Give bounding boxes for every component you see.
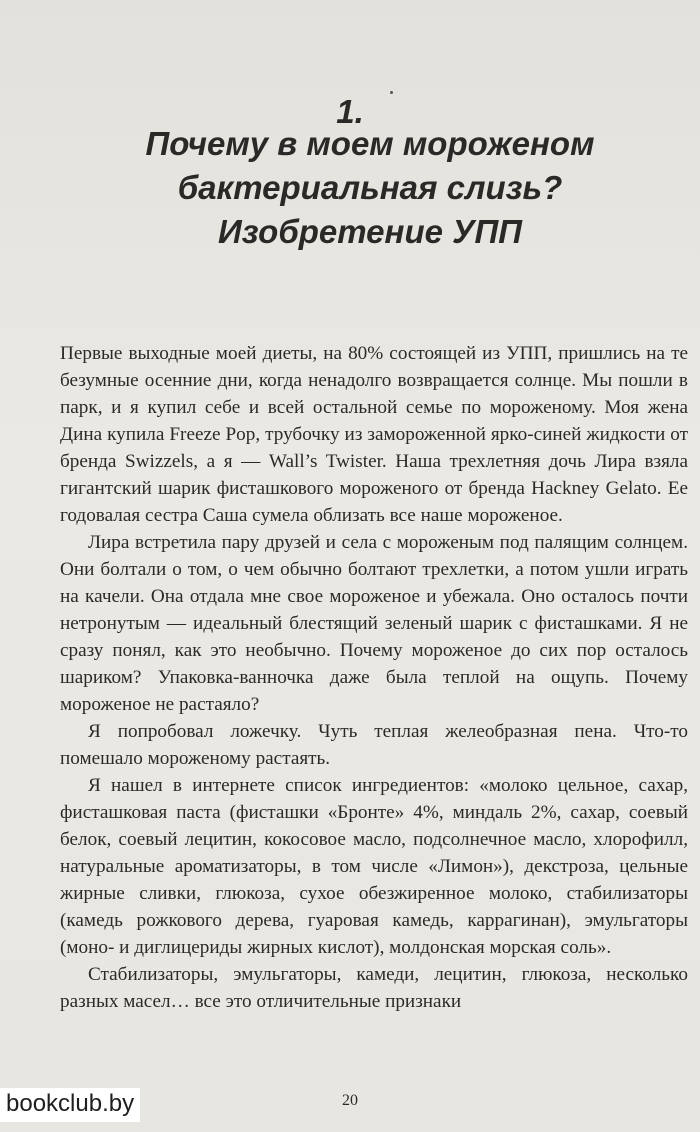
watermark: bookclub.by [0, 1088, 140, 1122]
chapter-title-line: Почему в моем мороженом [145, 125, 595, 162]
paragraph: Лира встретила пару друзей и села с мороженым под палящим солнцем. Они болтали о том, о чем обычно болтают трехлетки, а потом ушли играть на качели. Она отдала мне свое мороженое и убежала. Оно осталось почти нетронутым — идеальный блестящий зеленый шарик с фисташками. Я не сразу понял, как это необычно. Почему мороженое до сих пор осталось шариком? Упаковка-ванночка даже была теплой на ощупь. Почему мороженое не растаяло? [60, 532, 688, 715]
paragraph: Первые выходные моей диеты, на 80% состоящей из УПП, пришлись на те безумные осенние дни, когда ненадолго возвращается солнце. Мы пошли в парк, и я купил себе и всей остальной семье по мороженому. Моя жена Дина купила Freeze Pop, трубочку из замороженной ярко-синей жидкости от бренда Swizzels, а я — Wall’s Twister. Наша трехлетняя дочь Лира взяла гигантский шарик фисташкового мороженого от бренда Hackney Gelato. Ее годовалая сестра Саша сумела облизать все наше мороженое. [60, 343, 688, 526]
chapter-number: 1. [336, 93, 364, 130]
chapter-title [60, 122, 680, 254]
paragraph: Я попробовал ложечку. Чуть теплая желеобразная пена. Что-то помешало мороженому растаять. [60, 721, 688, 769]
page-number: 20 [342, 1092, 358, 1109]
chapter-title-line: бактериальная слизь? [177, 169, 563, 206]
chapter-title-line: Изобретение УПП [218, 213, 522, 250]
paragraph: Стабилизаторы, эмульгаторы, камеди, лецитин, глюкоза, несколько разных масел… все это отличительные признаки [60, 964, 688, 1012]
body-text [60, 340, 688, 1015]
paragraph: Я нашел в интернете список ингредиентов: «молоко цельное, сахар, фисташковая паста (фисташки «Бронте» 4%, миндаль 2%, сахар, соевый белок, соевый лецитин, кокосовое масло, подсолнечное масло, хлорофилл, натуральные ароматизаторы, в том числе «Лимон»), декстроза, цельные жирные сливки, глюкоза, сухое обезжиренное молоко, стабилизаторы (камедь рожкового дерева, гуаровая камедь, каррагинан), эмульгаторы (моно- и диглицериды жирных кислот), молдонская морская соль». [60, 775, 688, 958]
